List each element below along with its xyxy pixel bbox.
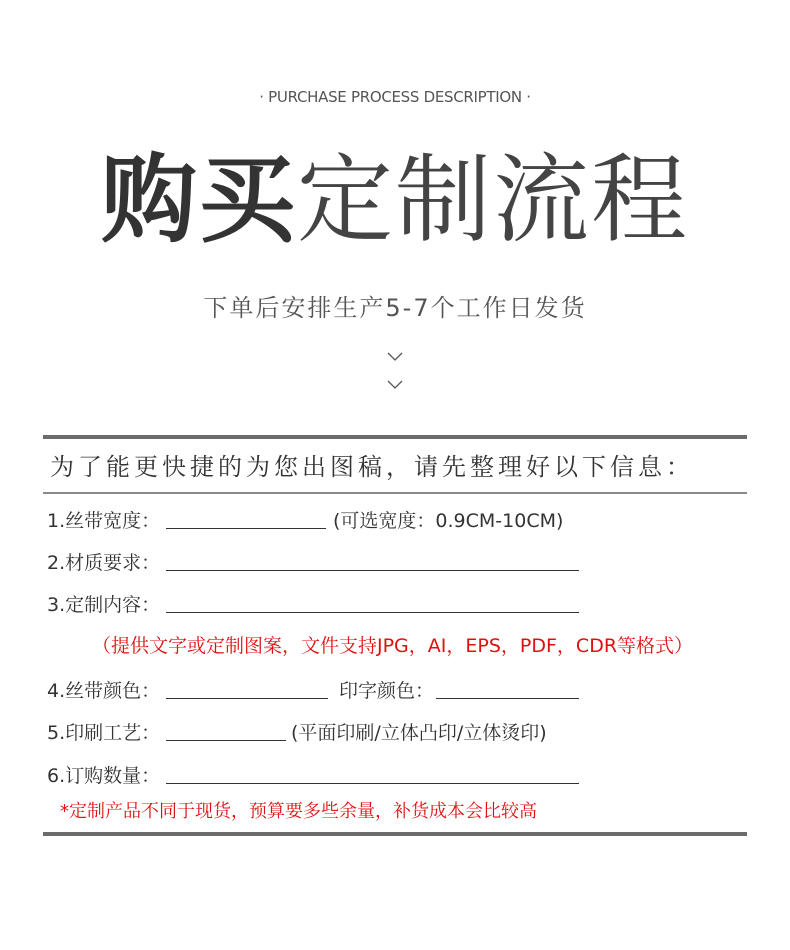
form-row-quantity <box>47 761 747 787</box>
page-title <box>0 140 790 260</box>
divider-mid <box>43 492 747 494</box>
form-row-ribbon-width <box>47 506 747 532</box>
title-light: 定制流程 <box>297 144 689 256</box>
chevron-down-icon <box>387 352 403 362</box>
form-row-print-process <box>47 718 747 744</box>
print-process-field[interactable] <box>166 740 286 741</box>
print-process-note: (平面印刷/立体凸印/立体烫印) <box>291 722 547 744</box>
material-field[interactable] <box>166 570 579 571</box>
print-color-field[interactable] <box>436 698 579 699</box>
chevron-down-icon <box>387 380 403 390</box>
quantity-field[interactable] <box>166 783 579 784</box>
divider-bottom <box>43 832 747 836</box>
form-row-material <box>47 548 747 574</box>
footer-note: *定制产品不同于现货，预算要多些余量，补货成本会比较高 <box>60 801 537 822</box>
ribbon-width-field[interactable] <box>166 528 326 529</box>
material-label: 2.材质要求： <box>47 552 161 574</box>
subtitle-en: · PURCHASE PROCESS DESCRIPTION · <box>259 88 531 106</box>
form-row-content <box>47 590 747 616</box>
info-heading: 为了能更快捷的为您出图稿，请先整理好以下信息： <box>50 453 694 481</box>
ribbon-width-label: 1.丝带宽度： <box>47 510 161 532</box>
quantity-label: 6.订购数量： <box>47 765 161 787</box>
form-row-colors <box>47 676 747 702</box>
content-note: （提供文字或定制图案，文件支持JPG，AI，EPS，PDF，CDR等格式） <box>92 635 694 657</box>
print-process-label: 5.印刷工艺： <box>47 722 161 744</box>
tagline: 下单后安排生产5-7个工作日发货 <box>203 294 587 322</box>
title-bold: 购买 <box>101 144 297 256</box>
divider-top <box>43 435 747 439</box>
ribbon-color-label: 4.丝带颜色： <box>47 680 161 702</box>
print-color-label: 印字颜色： <box>339 680 435 702</box>
ribbon-width-note: (可选宽度：0.9CM-10CM) <box>333 510 564 532</box>
content-field[interactable] <box>166 612 579 613</box>
content-label: 3.定制内容： <box>47 594 161 616</box>
ribbon-color-field[interactable] <box>166 698 328 699</box>
